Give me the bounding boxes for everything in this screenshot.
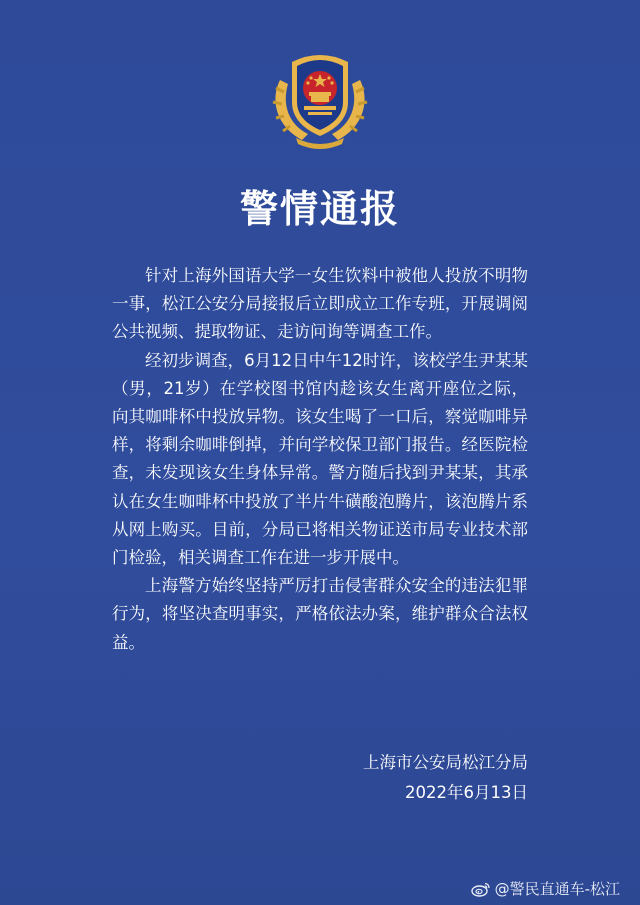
notice-body bbox=[112, 262, 528, 657]
notice-title: 警情通报 bbox=[239, 187, 400, 231]
watermark-text: @警民直通车-松江 bbox=[494, 880, 620, 898]
weibo-watermark bbox=[471, 878, 620, 899]
issuer-name: 上海市公安局松江分局 bbox=[363, 753, 528, 772]
signature-block bbox=[363, 748, 528, 808]
notice-paragraph: 经初步调查，6月12日中午12时许，该校学生尹某某（男，21岁）在学校图书馆内趁该女生离开座位之际，向其咖啡杯中投放异物。该女生喝了一口后，察觉咖啡异样，将剩余咖啡倒掉，并向学校保卫部门报告。经医院检查，未发现该女生身体异常。警方随后找到尹某某，其承认在女生咖啡杯中投放了半片牛磺酸泡腾片，该泡腾片系从网上购买。目前，分局已将相关物证送市局专业技术部门检验，相关调查工作在进一步开展中。 bbox=[112, 350, 528, 568]
issue-date: 2022年6月13日 bbox=[405, 783, 528, 802]
notice-paragraph: 上海警方始终坚持严厉打击侵害群众安全的违法犯罪行为，将坚决查明事实，严格依法办案，维护群众合法权益。 bbox=[112, 576, 528, 652]
notice-paragraph: 针对上海外国语大学一女生饮料中被他人投放不明物一事，松江公安分局接报后立即成立工作专班，开展调阅公共视频、提取物证、走访问询等调查工作。 bbox=[112, 266, 528, 342]
police-emblem-icon bbox=[262, 40, 378, 152]
weibo-icon bbox=[471, 881, 491, 897]
